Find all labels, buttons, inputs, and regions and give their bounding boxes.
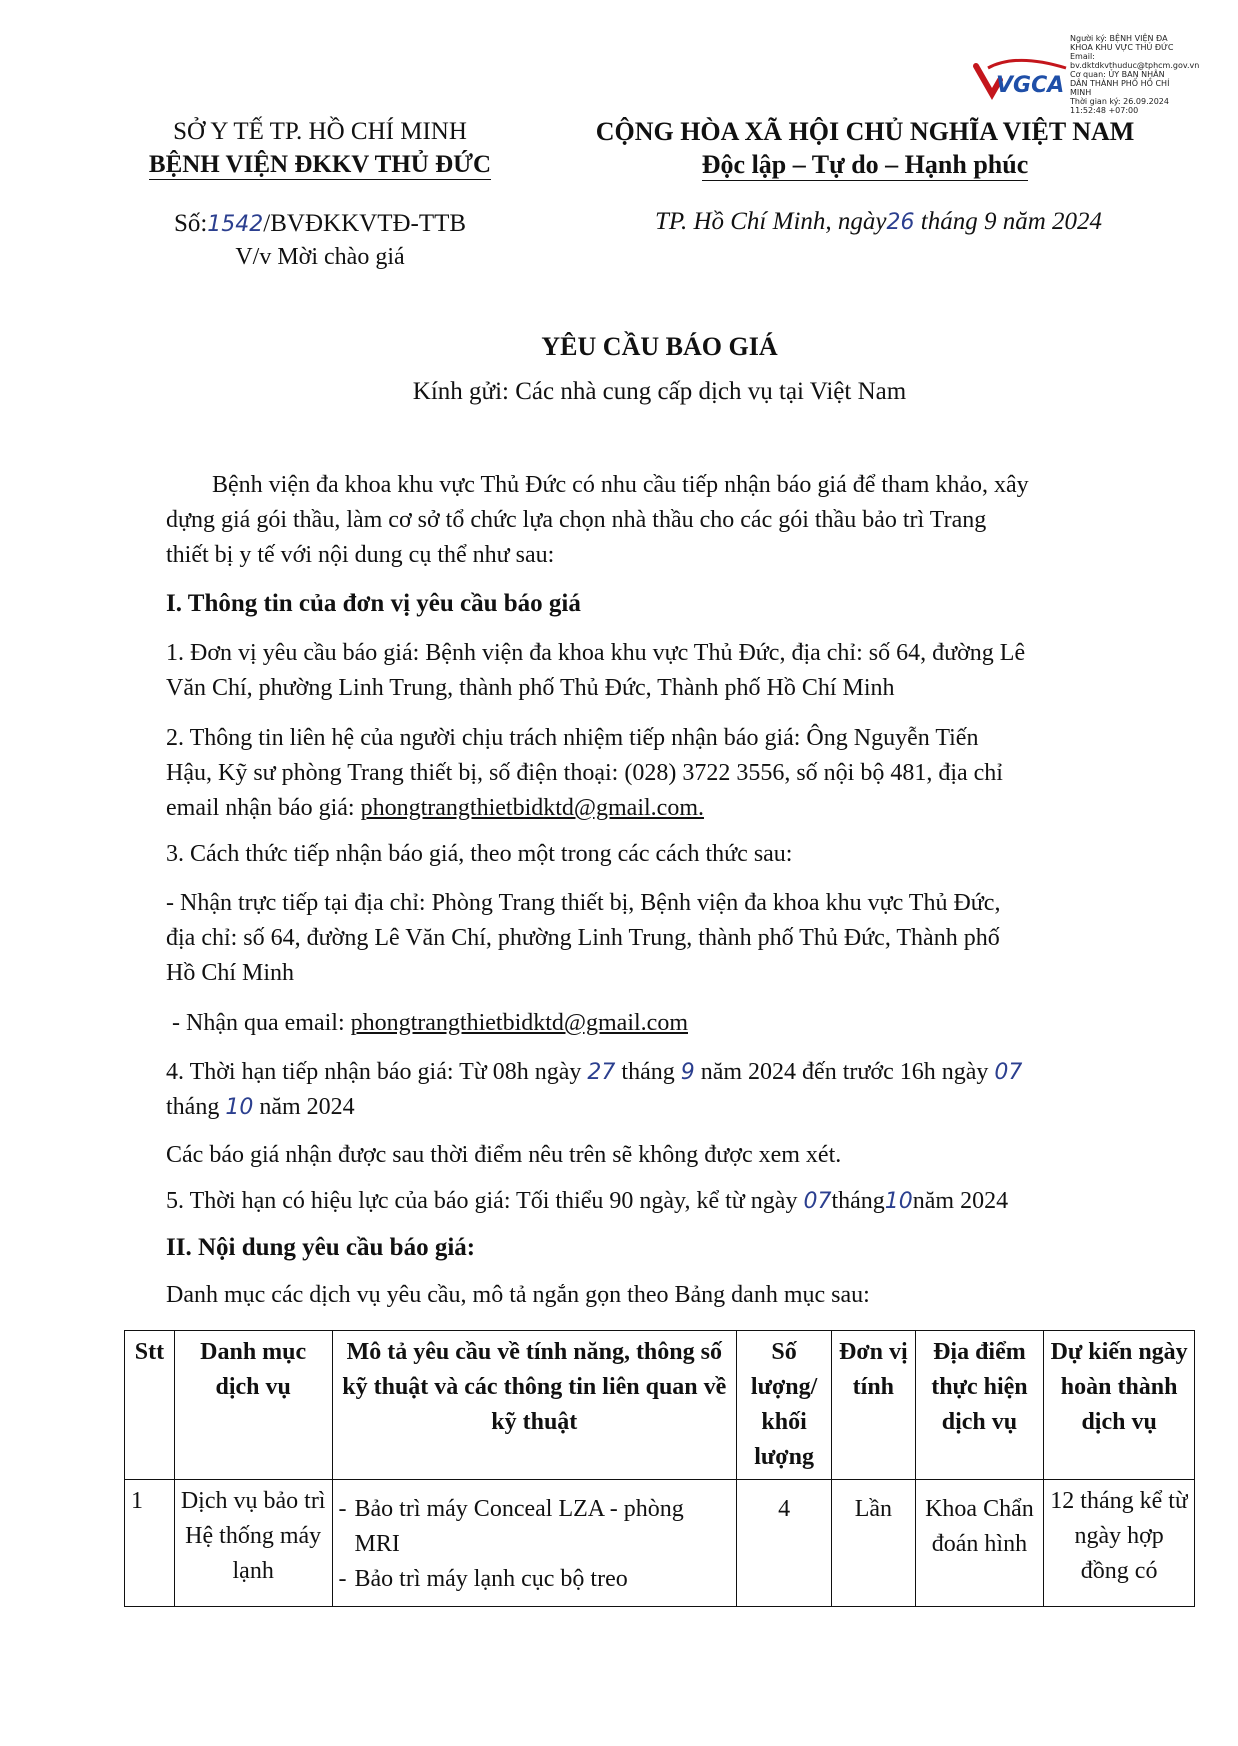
receive-email-link[interactable]: phongtrangthietbidktd@gmail.com — [350, 1010, 688, 1036]
description-item: - Bảo trì máy Conceal LZA - phòng MRI — [338, 1496, 684, 1557]
section-1-item-5: 5. Thời hạn có hiệu lực của báo giá: Tối thiểu 90 ngày, kể từ ngày 07tháng10năm 2024 — [166, 1188, 1009, 1214]
signature-details: Người ký: BỆNH VIỆN ĐA KHOA KHU VỰC THỦ ĐỨC Email: bv.dktdkvthuduc@tphcm.gov.vn Cơ quan: ỦY BAN NHÂN DÂN THÀNH PHỐ HỒ CHÍ MINH Thời gian ký: 26.09.2024 11:52:48 +07:00 — [1070, 34, 1200, 115]
intro-paragraph: Bệnh viện đa khoa khu vực Thủ Đức có nhu cầu tiếp nhận báo giá để tham khảo, xây dựng giá gói thầu, làm cơ sở tổ chức lựa chọn nhà thầu cho các gói thầu bảo trì Trang thiết bị y tế với nội dung cụ thể như sau: — [166, 472, 1029, 568]
col-header-stt: Stt — [125, 1331, 175, 1480]
vgca-logo-icon — [970, 58, 1070, 102]
receive-direct: - Nhận trực tiếp tại địa chỉ: Phòng Trang thiết bị, Bệnh viện đa khoa khu vực Thủ Đức, địa chỉ: số 64, đường Lê Văn Chí, phường Linh Trung, thành phố Thủ Đức, Thành phố Hồ Chí Minh — [166, 890, 1001, 986]
section-1-item-3: 3. Cách thức tiếp nhận báo giá, theo một trong các cách thức sau: — [166, 841, 793, 867]
cell-unit: Lần — [832, 1480, 915, 1607]
col-header-place: Địa điểm thực hiện dịch vụ — [915, 1331, 1044, 1480]
col-header-quantity: Số lượng/ khối lượng — [737, 1331, 832, 1480]
cell-completion-date: 12 tháng kể từ ngày hợp đồng có — [1044, 1480, 1195, 1607]
contact-email-link[interactable]: phongtrangthietbidktd@gmail.com. — [360, 795, 704, 821]
handwritten-date-day: 26 — [886, 210, 915, 235]
cell-service: Dịch vụ bảo trì Hệ thống máy lạnh — [174, 1480, 332, 1607]
addressee: Kính gửi: Các nhà cung cấp dịch vụ tại Việt Nam — [412, 378, 907, 405]
document-date: TP. Hồ Chí Minh, ngày26 tháng 9 năm 2024 — [655, 208, 1102, 235]
handwritten-valid-month: 10 — [884, 1189, 913, 1214]
section-1-item-2: 2. Thông tin liên hệ của người chịu trách nhiệm tiếp nhận báo giá: Ông Nguyễn Tiến Hậu, Kỹ sư phòng Trang thiết bị, số điện thoại: (028) 3722 3556, số nội bộ 481, địa chỉ email nhận báo giá: phongtrangthietbidktd@gmail.com. — [166, 725, 1003, 821]
section-2-intro: Danh mục các dịch vụ yêu cầu, mô tả ngắn gọn theo Bảng danh mục sau: — [166, 1282, 870, 1308]
svg-text:VGCA: VGCA — [996, 73, 1065, 98]
late-submission-note: Các báo giá nhận được sau thời điểm nêu trên sẽ không được xem xét. — [166, 1142, 842, 1168]
col-header-completion-date: Dự kiến ngày hoàn thành dịch vụ — [1044, 1331, 1195, 1480]
service-table — [124, 1330, 1195, 1607]
section-2-heading: II. Nội dung yêu cầu báo giá: — [166, 1234, 476, 1261]
handwritten-end-day: 07 — [994, 1060, 1023, 1085]
document-title: YÊU CẦU BÁO GIÁ — [541, 332, 778, 361]
document-subject: V/v Mời chào giá — [235, 244, 405, 270]
org-parent: SỞ Y TẾ TP. HỒ CHÍ MINH — [173, 118, 467, 145]
table-header-row — [125, 1331, 1195, 1480]
table-row — [125, 1480, 1195, 1607]
cell-stt: 1 — [125, 1480, 175, 1607]
nation-motto: Độc lập – Tự do – Hạnh phúc — [701, 150, 1029, 179]
issuing-organization — [120, 115, 520, 181]
digital-signature-stamp — [970, 30, 1200, 115]
handwritten-valid-day: 07 — [803, 1189, 832, 1214]
handwritten-start-day: 27 — [587, 1060, 616, 1085]
handwritten-start-month: 9 — [680, 1060, 695, 1085]
receive-email: - Nhận qua email: phongtrangthietbidktd@gmail.com — [172, 1010, 688, 1036]
col-header-service: Danh mục dịch vụ — [174, 1331, 332, 1480]
cell-place: Khoa Chẩn đoán hình — [915, 1480, 1044, 1607]
org-name: BỆNH VIỆN ĐKKV THỦ ĐỨC — [148, 151, 492, 178]
col-header-description: Mô tả yêu cầu về tính năng, thông số kỹ thuật và các thông tin liên quan về kỹ thuật — [332, 1331, 737, 1480]
handwritten-end-month: 10 — [225, 1095, 254, 1120]
section-1-heading: I. Thông tin của đơn vị yêu cầu báo giá — [166, 590, 581, 617]
cell-description — [332, 1480, 737, 1607]
col-header-unit: Đơn vị tính — [832, 1331, 915, 1480]
document-number-block — [120, 208, 520, 273]
cell-quantity: 4 — [737, 1480, 832, 1607]
document-number: Số:1542/BVĐKKVTĐ-TTB — [173, 210, 467, 237]
section-1-item-4: 4. Thời hạn tiếp nhận báo giá: Từ 08h ngày 27 tháng 9 năm 2024 đến trước 16h ngày 07 tháng 10 năm 2024 — [166, 1059, 1023, 1120]
national-heading — [555, 115, 1175, 181]
section-1-item-1: 1. Đơn vị yêu cầu báo giá: Bệnh viện đa khoa khu vực Thủ Đức, địa chỉ: số 64, đường Lê Văn Chí, phường Linh Trung, thành phố Thủ Đức, Thành phố Hồ Chí Minh — [166, 640, 1026, 701]
description-item: - Bảo trì máy lạnh cục bộ treo — [338, 1566, 628, 1592]
handwritten-doc-number: 1542 — [207, 212, 264, 237]
nation-name: CỘNG HÒA XÃ HỘI CHỦ NGHĨA VIỆT NAM — [595, 117, 1135, 146]
